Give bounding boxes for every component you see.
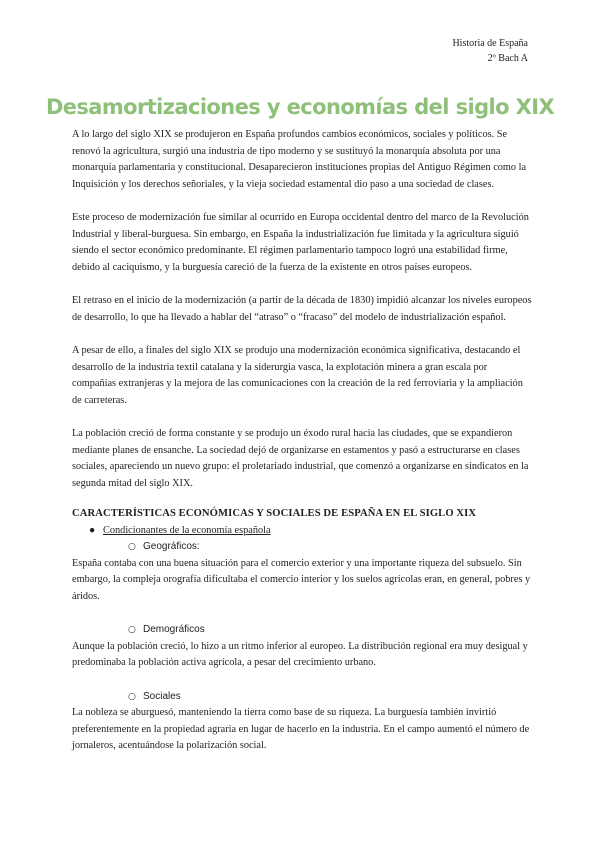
economic-development-paragraph: A pesar de ello, a finales del siglo XIX se produjo una modernización económica significativa, destacando el desarrollo de la industria textil catalana y la siderurgia vasca, la explotación minera a gran escala por compañías extranjeras y la mejora de las comunicaciones con la creación de la red ferroviaria y la ampliación de carreteras. [72, 345, 523, 406]
population-paragraph: La población creció de forma constante y se produjo un éxodo rural hacia las ciudades, que se expandieron mediante planes de ensanche. La sociedad dejó de organizarse en estamentos y pasó a estructurarse en clases sociales, apareciendo un nuevo grupo: el proletariado industrial, que comenzó a organizarse en sindicatos en la segunda mitad del siglo XIX. [72, 428, 529, 489]
sub-item-geographic [128, 539, 532, 556]
circle-bullet-icon: ○ [128, 542, 136, 552]
demographic-paragraph: Aunque la población creció, lo hizo a un ritmo inferior al europeo. La distribución regional era muy desigual y predominaba la población activa agrícola, a pesar del crecimiento urbano. [72, 640, 528, 668]
social-paragraph: La nobleza se aburguesó, manteniendo la tierra como base de su riqueza. La burguesía también invirtió preferentemente en la propiedad agraria en lugar de hacerlo en la industria. En el campo aumentó el número de jornaleros, acentuándose la polarización social. [72, 707, 530, 751]
header-course: 2º Bach A [487, 53, 528, 64]
page-header [452, 36, 528, 66]
bullet-label: Condicionantes de la economía española [103, 524, 271, 536]
sub-item-social [128, 689, 532, 706]
bullet-list-item [89, 523, 532, 540]
bullet-icon: ● [89, 524, 96, 536]
spacer [72, 605, 532, 622]
section-heading: CARACTERÍSTICAS ECONÓMICAS Y SOCIALES DE ESPAÑA EN EL SIGLO XIX [72, 508, 477, 519]
sub-item-demographic [128, 622, 532, 639]
sub-item-label: Demográficos [143, 624, 205, 635]
modernization-paragraph: Este proceso de modernización fue similar al ocurrido en Europa occidental dentro del marco de la Revolución Industrial y liberal-burguesa. Sin embargo, en España la industrialización fue limitada y la agricultura siguió siendo el sector económico predominante. El régimen parlamentario tampoco logró una estabilidad firme, debido al caciquismo, y la burguesía careció de la fuerza de la existente en otros países europeos. [72, 212, 529, 273]
sub-item-label: Geográficos: [143, 541, 200, 552]
header-subject: Historia de España [452, 38, 528, 49]
geographic-paragraph: España contaba con una buena situación para el comercio exterior y una importante riqueza del subsuelo. Sin embargo, la compleja orografía dificultaba el comercio interior y los suelos agrícolas eran, en general, pobres y áridos. [72, 557, 531, 602]
spacer [72, 672, 532, 689]
circle-bullet-icon: ○ [128, 691, 136, 702]
document-title: Desamortizaciones y economías del siglo XIX [45, 95, 555, 119]
delay-paragraph: El retraso en el inicio de la modernización (a partir de la década de 1830) impidió alcanzar los niveles europeos de desarrollo, lo que ha llevado a hablar del “atraso” o “fracaso” del modelo de industrialización español. [72, 295, 532, 323]
intro-paragraph: A lo largo del siglo XIX se produjeron en España profundos cambios económicos, sociales y políticos. Se renovó la agricultura, surgió una industria de tipo moderno y se sustituyó la monarquía absoluta por una monarquía parlamentaria y constitucional. Desaparecieron instituciones propias del Antiguo Régimen como la Inquisición y los derechos señoriales, y la vieja sociedad estamental dio paso a una sociedad de clases. [72, 129, 527, 190]
sub-item-label: Sociales [143, 690, 181, 702]
document-body [72, 127, 532, 755]
circle-bullet-icon: ○ [128, 625, 136, 635]
